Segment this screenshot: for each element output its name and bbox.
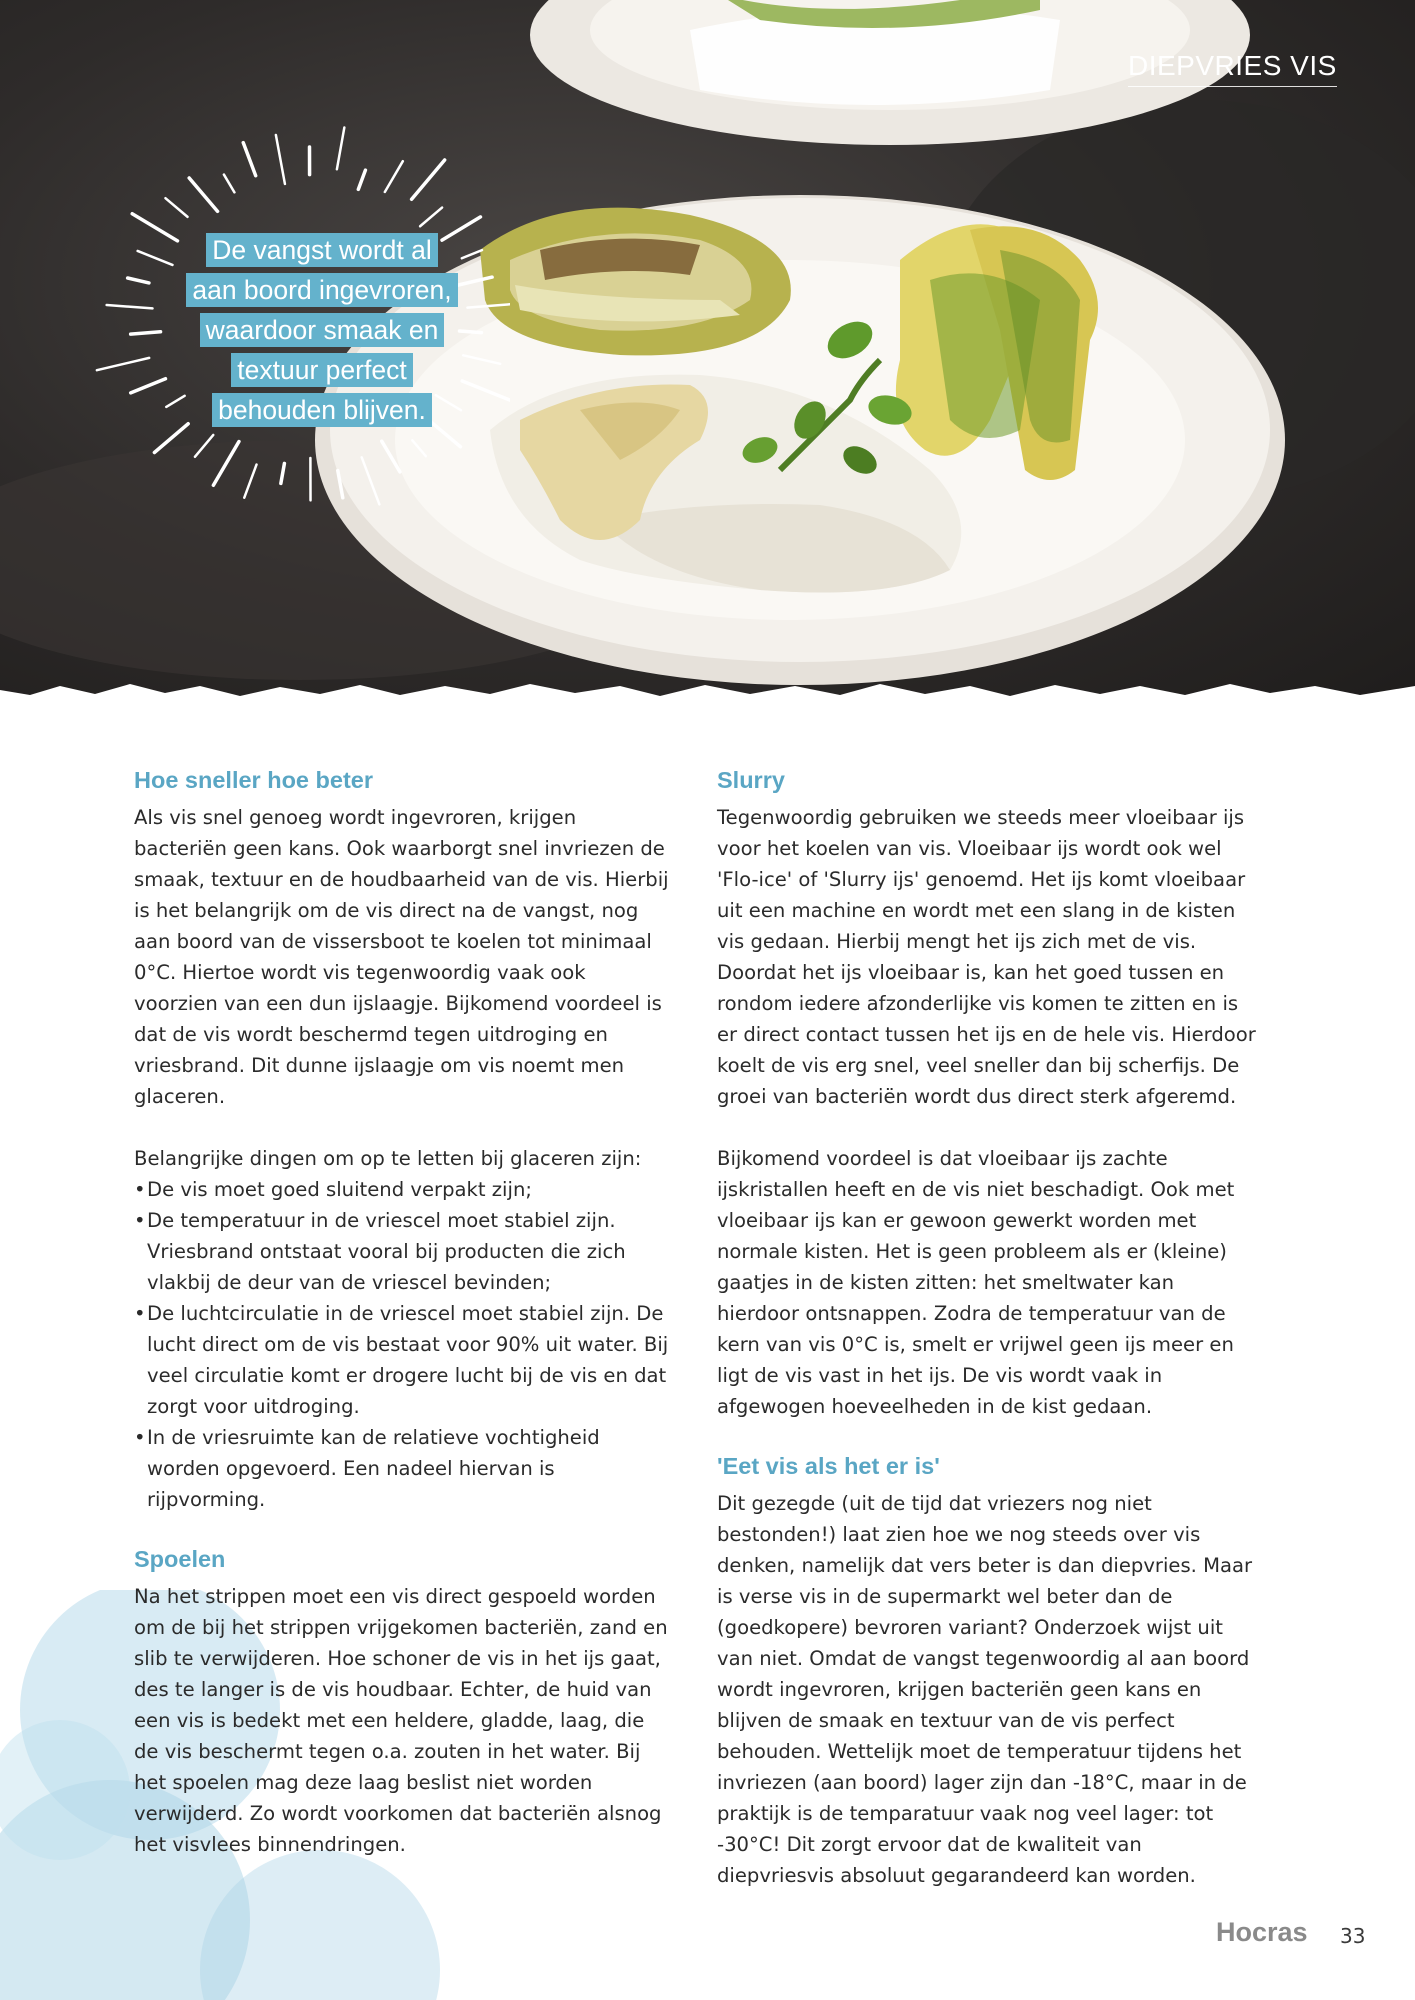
- paragraph: Belangrijke dingen om op te letten bij glaceren zijn:: [134, 1147, 642, 1170]
- left-column: [134, 758, 674, 1860]
- sunburst-ray: [362, 457, 380, 504]
- hero-photo: [0, 0, 1415, 705]
- sunburst-ray: [382, 441, 400, 472]
- list-item: • De vis moet goed sluitend verpakt zijn;: [134, 1174, 674, 1205]
- bullet-list: [134, 1174, 674, 1515]
- page-number: 33: [1340, 1924, 1366, 1948]
- sunburst-ray: [131, 332, 161, 334]
- quote-line: waardoor smaak en: [200, 313, 445, 347]
- paragraph: Als vis snel genoeg wordt ingevroren, krijgen bacteriën geen kans. Ook waarborgt snel invriezen de smaak, textuur en de houdbaarheid van de vis. Hierbij is het belangrijk om de vis direct na de vangst, nog aan boord van de vissersboot te koelen tot minimaal 0°C. Hiertoe wordt vis tegenwoordig vaak ook voorzien van een dun ijslaagje. Bijkomend voordeel is dat de vis wordt beschermd tegen uitdroging en vriesbrand. Dit dunne ijslaagje om vis noemt men glaceren.: [134, 806, 669, 1108]
- sunburst-ray: [195, 435, 213, 457]
- heading-hoe-sneller: Hoe sneller hoe beter: [134, 767, 373, 793]
- list-item: • De luchtcirculatie in de vriescel moet stabiel zijn. De lucht direct om de vis bestaat voor 90% uit water. Bij veel circulatie komt er drogere lucht bij de vis en dat zorgt voor uitdroging.: [134, 1298, 674, 1422]
- heading-spoelen: Spoelen: [134, 1546, 226, 1572]
- sunburst-ray: [107, 305, 153, 308]
- sunburst-ray: [128, 278, 149, 283]
- quote-line: aan boord ingevroren,: [186, 273, 457, 307]
- sunburst-ray: [131, 379, 166, 393]
- sunburst-ray: [467, 303, 510, 307]
- pull-quote: [172, 230, 472, 430]
- sunburst-ray: [276, 135, 285, 184]
- paragraph: Na het strippen moet een vis direct gespoeld worden om de bij het strippen vrijgekomen bacteriën, zand en slib te verwijderen. Hoe schoner de vis in het ijs gaat, des te langer is de vis houdbaar. Echter, de huid van een vis is bedekt met een heldere, gladde, laag, die de vis beschermt tegen o.a. zouten in het water. Bij het spoelen mag deze laag beslist niet worden verwijderd. Zo wordt voorkomen dat bacteriën alsnog het visvlees binnendringen.: [134, 1585, 668, 1856]
- section-label: DIEPVRIES VIS: [1128, 50, 1337, 87]
- sunburst-ray: [138, 251, 173, 265]
- quote-line: De vangst wordt al: [206, 233, 437, 267]
- heading-eet-vis: 'Eet vis als het er is': [717, 1453, 940, 1479]
- sunburst-ray: [385, 161, 403, 192]
- quote-line: textuur perfect: [231, 353, 412, 387]
- sunburst-ray: [132, 214, 177, 241]
- sunburst-ray: [358, 170, 365, 189]
- right-column: [717, 758, 1257, 1891]
- list-item: • In de vriesruimte kan de relatieve vochtigheid worden opgevoerd. Een nadeel hiervan is rijpvorming.: [134, 1422, 674, 1515]
- sunburst-ray: [224, 175, 235, 193]
- sunburst-ray: [213, 442, 239, 486]
- brand-logo-text: Hocras: [1216, 1917, 1308, 1947]
- sunburst-ray: [412, 440, 426, 456]
- quote-line: behouden blijven.: [212, 393, 432, 427]
- sunburst-ray: [281, 463, 285, 483]
- sunburst-ray: [337, 128, 344, 170]
- sunburst-ray: [165, 198, 187, 217]
- sunburst-ray: [189, 178, 217, 211]
- sunburst-ray: [97, 358, 149, 370]
- paragraph: Bijkomend voordeel is dat vloeibaar ijs zachte ijskristallen heeft en de vis niet beschadigt. Ook met vloeibaar ijs kan er gewoon gewerkt worden met normale kisten. Het is geen probleem als er (kleine) gaatjes in de kisten zitten: het smeltwater kan hierdoor ontsnappen. Zodra de temperatuur van de kern van vis 0°C is, smelt er vrijwel geen ijs meer en ligt de vis vast in het ijs. De vis wordt vaak in afgewogen hoeveelheden in de kist gedaan.: [717, 1147, 1235, 1418]
- heading-slurry: Slurry: [717, 767, 785, 793]
- sunburst-ray: [420, 208, 442, 227]
- sunburst-ray: [412, 160, 445, 199]
- list-item: • De temperatuur in de vriescel moet stabiel zijn. Vriesbrand ontstaat vooral bij producten die zich vlakbij de deur van de vriescel bevinden;: [134, 1205, 674, 1298]
- sunburst-ray: [243, 143, 255, 176]
- paragraph: Dit gezegde (uit de tijd dat vriezers nog niet bestonden!) laat zien hoe we nog steeds over vis denken, namelijk dat vers beter is dan diepvries. Maar is verse vis in de supermarkt wel beter dan de (goedkopere) bevroren variant? Onderzoek wijst uit van niet. Omdat de vangst tegenwoordig al aan boord wordt ingevroren, krijgen bacteriën geen kans en blijven de smaak en textuur van de vis perfect behouden. Wettelijk moet de temperatuur tijdens het invriezen (aan boord) lager zijn dan -18°C, maar in de praktijk is de temparatuur vaak nog veel lager: tot -30°C! Dit zorgt ervoor dat de kwaliteit van diepvriesvis absoluut gegarandeerd kan worden.: [717, 1492, 1253, 1887]
- sunburst-ray: [244, 465, 256, 498]
- sunburst-ray: [338, 471, 343, 498]
- paragraph: Tegenwoordig gebruiken we steeds meer vloeibaar ijs voor het koelen van vis. Vloeibaar ijs wordt ook wel 'Flo-ice' of 'Slurry ijs' genoemd. Het ijs komt vloeibaar uit een machine en wordt met een slang in de kisten vis gedaan. Hierbij mengt het ijs zich met de vis. Doordat het ijs vloeibaar is, kan het goed tussen en rondom iedere afzonderlijke vis komen te zitten en is er direct contact tussen het ijs en de hele vis. Hierdoor koelt de vis erg snel, veel sneller dan bij scherfijs. De groei van bacteriën wordt dus direct sterk afgeremd.: [717, 806, 1256, 1108]
